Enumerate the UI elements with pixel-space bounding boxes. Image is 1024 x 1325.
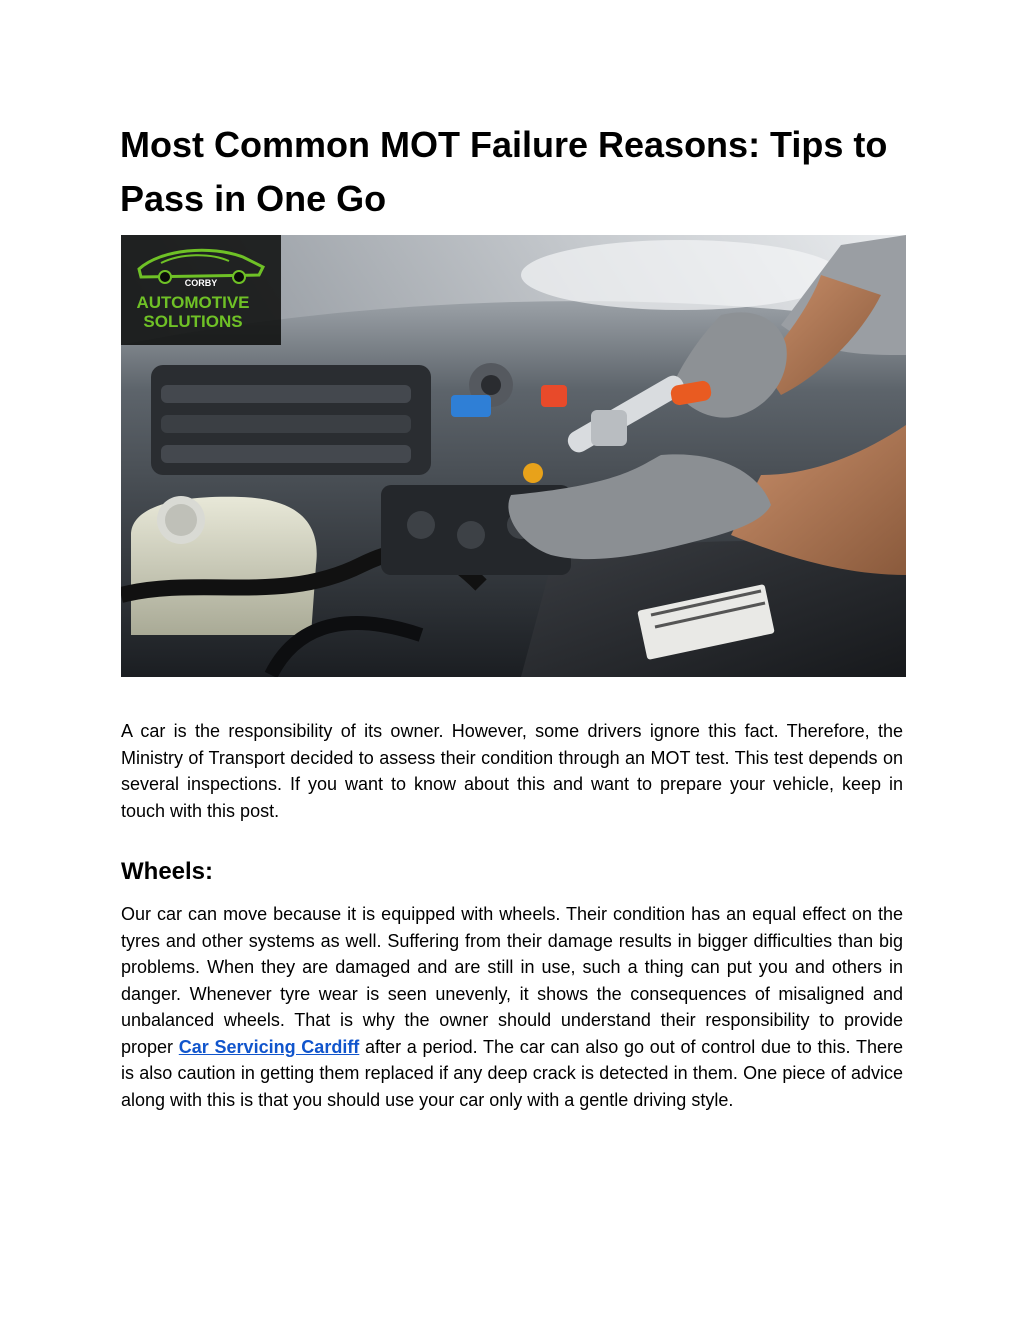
section-heading-wheels: Wheels: — [121, 858, 214, 885]
logo-text-line1: AUTOMOTIVE — [136, 293, 250, 312]
logo-text-line2: SOLUTIONS — [143, 312, 243, 331]
corby-logo — [121, 235, 281, 345]
logo-text-top: CORBY — [184, 278, 218, 288]
article-title: Most Common MOT Failure Reasons: Tips to Pass in One Go — [120, 124, 888, 219]
car-servicing-cardiff-link[interactable]: Car Servicing Cardiff — [178, 1036, 360, 1057]
wheels-paragraph — [121, 901, 903, 1113]
wheels-text-part2: after a period. The car can also go out of control due to this. There is also caution in getting them replaced if any deep crack is detected in them. One piece of advice along with this is that you should use your car only with a gentle driving style. — [121, 1036, 903, 1110]
intro-paragraph: A car is the responsibility of its owner. However, some drivers ignore this fact. Therefore, the Ministry of Transport decided to assess their condition through an MOT test. This test depends on several inspections. If you want to know about this and want to prepare your vehicle, keep in touch with this post. — [121, 721, 903, 821]
wheels-text-part1: Our car can move because it is equipped with wheels. Their condition has an equal effect on the tyres and other systems as well. Suffering from their damage results in bigger difficulties than big problems. When they are damaged and are still in use, such a thing can put you and others in danger. Whenever tyre wear is seen unevenly, it shows the consequences of misaligned and unbalanced wheels. That is why the owner should understand their responsibility to provide proper — [121, 904, 903, 1057]
hero-image — [121, 235, 906, 677]
